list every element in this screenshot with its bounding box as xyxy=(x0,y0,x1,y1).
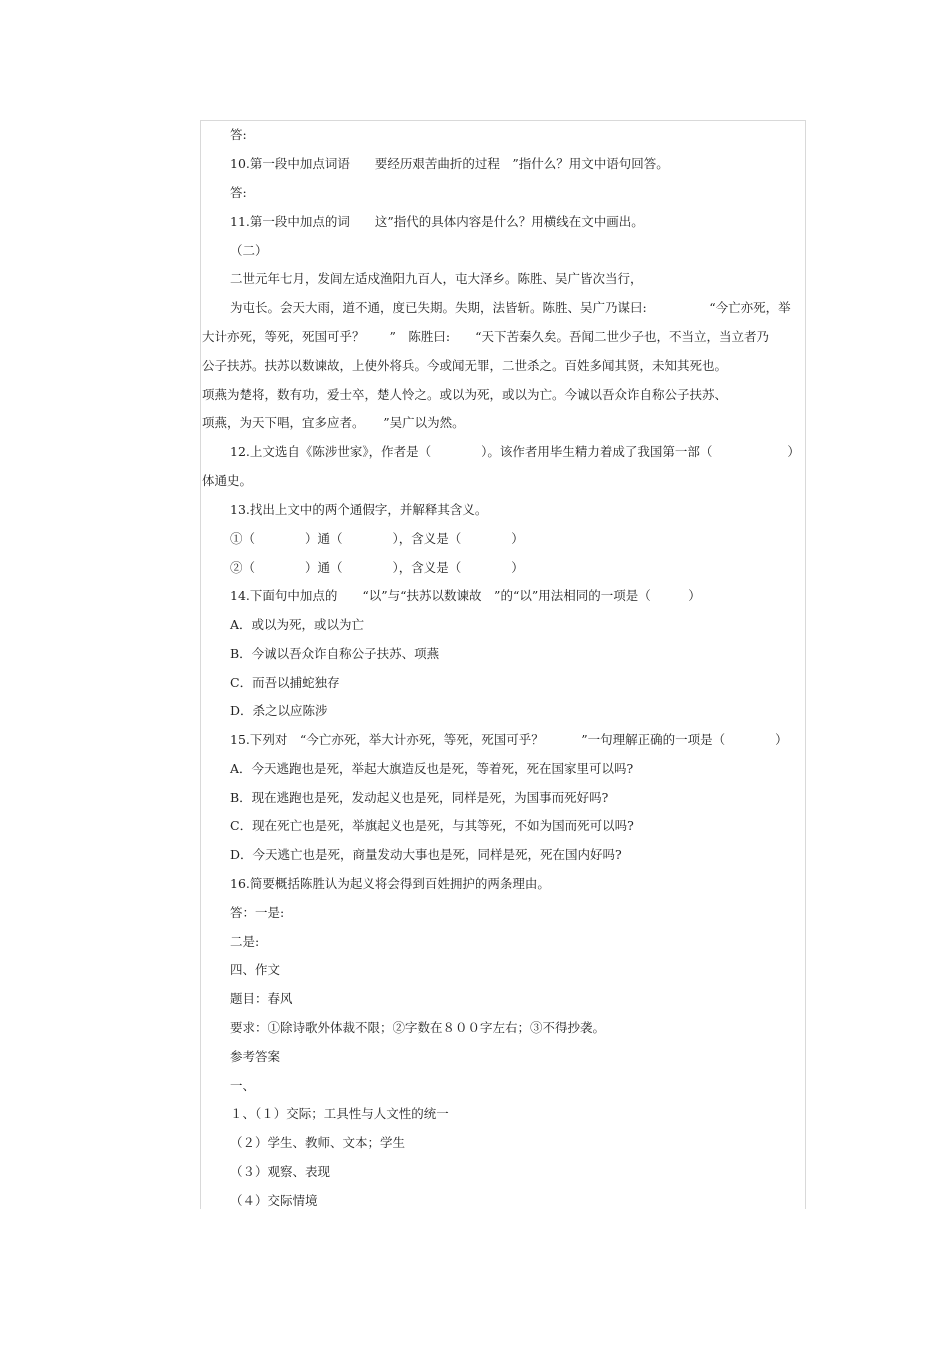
text-line: 题目：春风 xyxy=(230,991,293,1006)
text-line: 15.下列对 “今亡亦死，举大计亦死，等死，死国可乎？ ”一句理解正确的一项是（ ） xyxy=(230,732,788,747)
text-line: 14.下面句中加点的 “以”与“扶苏以数谏故 ”的“以”用法相同的一项是（ ） xyxy=(230,588,701,603)
text-line: 项燕，为天下唱，宜多应者。 ”吴广以为然。 xyxy=(202,415,465,430)
text-line: 为屯长。会天大雨，道不通，度已失期。失期，法皆斩。陈胜、吴广乃谋曰: “今亡亦死，举 xyxy=(230,300,791,315)
text-line: A．今天逃跑也是死，举起大旗造反也是死，等着死，死在国家里可以吗? xyxy=(230,761,634,776)
text-line: 参考答案 xyxy=(230,1049,281,1064)
text-line: 项燕为楚将，数有功，爱士卒，楚人怜之。或以为死，或以为亡。今诚以吾众诈自称公子扶苏、 xyxy=(202,387,728,402)
text-line: 一、 xyxy=(230,1078,256,1093)
text-line: １、（１）交际；工具性与人文性的统一 xyxy=(230,1106,449,1121)
text-line: 16.简要概括陈胜认为起义将会得到百姓拥护的两条理由。 xyxy=(230,876,550,891)
text-line: 答：一是: xyxy=(230,905,285,920)
text-line: 体通史。 xyxy=(202,473,253,488)
text-line: 12.上文选自《陈涉世家》，作者是（ ）。该作者用毕生精力着成了我国第一部（ ） xyxy=(230,444,800,459)
text-line: 二是: xyxy=(230,934,260,949)
text-line: C．现在死亡也是死，举旗起义也是死，与其等死，不如为国而死可以吗? xyxy=(230,818,634,833)
text-line: C．而吾以捕蛇独存 xyxy=(230,675,340,690)
text-line: 大计亦死，等死，死国可乎？ ” 陈胜曰: “天下苦秦久矣。吾闻二世少子也，不当立，当立者乃 xyxy=(202,329,769,344)
text-line: D．今天逃亡也是死，商量发动大事也是死，同样是死，死在国内好吗? xyxy=(230,847,622,862)
text-line: B．今诚以吾众诈自称公子扶苏、项燕 xyxy=(230,646,440,661)
text-line: 答: xyxy=(230,127,247,142)
text-line: ①（ ）通（ ），含义是（ ） xyxy=(230,531,524,546)
text-line: 四、作文 xyxy=(230,962,281,977)
text-line: 10.第一段中加点词语 要经历艰苦曲折的过程 ”指什么？用文中语句回答。 xyxy=(230,156,669,171)
text-line: A．或以为死，或以为亡 xyxy=(230,617,365,632)
text-line: （３）观察、表现 xyxy=(230,1164,331,1179)
text-line: （４）交际情境 xyxy=(230,1193,318,1208)
text-line: （２）学生、教师、文本；学生 xyxy=(230,1135,406,1150)
text-line: 11.第一段中加点的词 这”指代的具体内容是什么？用横线在文中画出。 xyxy=(230,214,644,229)
text-line: 二世元年七月，发闾左适戍渔阳九百人，屯大泽乡。陈胜、吴广皆次当行， xyxy=(230,271,643,286)
text-line: B．现在逃跑也是死，发动起义也是死，同样是死，为国事而死好吗? xyxy=(230,790,609,805)
text-line: D．杀之以应陈涉 xyxy=(230,703,328,718)
text-line: 答: xyxy=(230,185,247,200)
text-line: 公子扶苏。扶苏以数谏故，上使外将兵。今或闻无罪，二世杀之。百姓多闻其贤，未知其死也。 xyxy=(202,358,728,373)
text-line: 13.找出上文中的两个通假字，并解释其含义。 xyxy=(230,502,488,517)
text-line: （二） xyxy=(230,243,268,258)
text-line: 要求：①除诗歌外体裁不限；②字数在８００字左右；③不得抄袭。 xyxy=(230,1020,606,1035)
text-line: ②（ ）通（ ），含义是（ ） xyxy=(230,560,524,575)
